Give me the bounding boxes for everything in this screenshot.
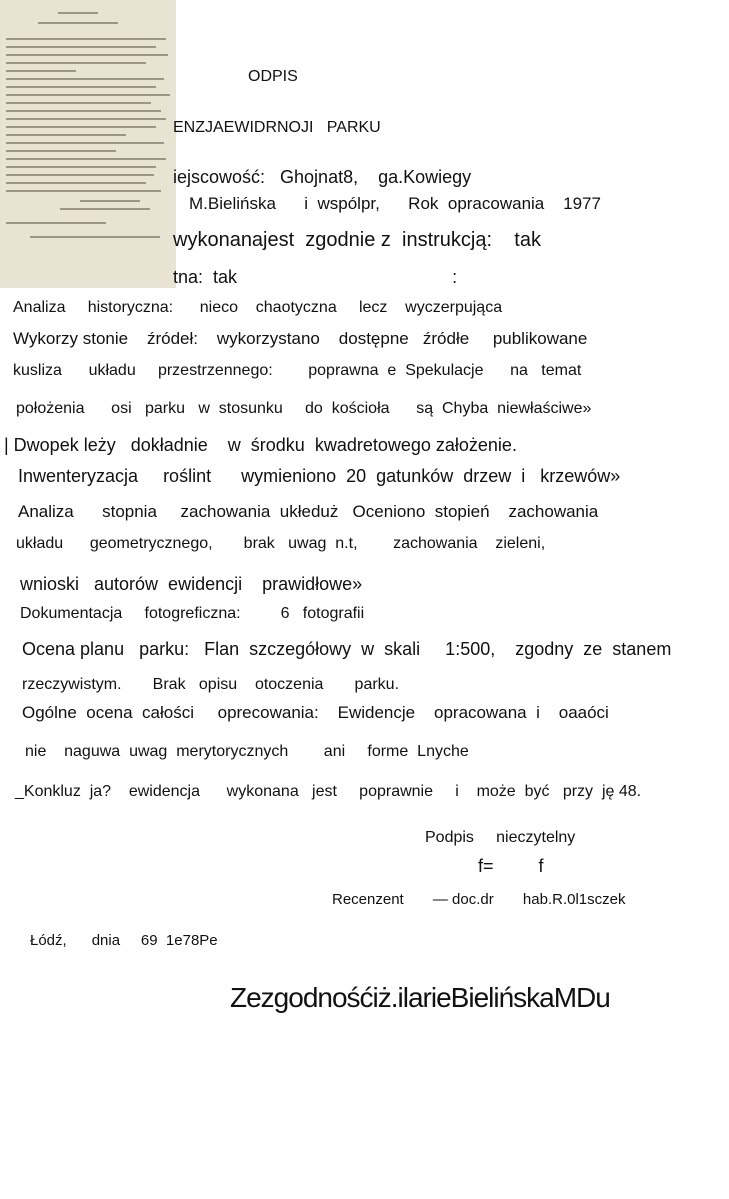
doc-line-sources: Wykorzy stonie źródeł: wykorzystano dostępne źródłe publikowane <box>13 329 588 348</box>
doc-line-title: ENZJAEWIDRNOJI PARKU <box>173 119 381 136</box>
doc-line-tak: tna: tak : <box>173 267 458 287</box>
doc-line-geometric: układu geometrycznego, brak uwag n.t, zachowania zieleni, <box>16 535 546 552</box>
doc-line-date: Łódź, dnia 69 1e78Pe <box>30 932 218 949</box>
doc-line-axis: położenia osi parku w stosunku do kościoła są Chyba niewłaściwe» <box>16 400 592 417</box>
doc-line-authors: M.Bielińska i wspólpr, Rok opracowania 1977 <box>189 194 601 213</box>
doc-line-overall: Ogólne ocena całości oprecowania: Ewidencje opracowana i oaaóci <box>22 703 609 722</box>
doc-line-compliance: wykonanajest zgodnie z instrukcją: tak <box>173 229 541 251</box>
doc-line-location: iejscowość: Ghojnat8, ga.Kowiegy <box>173 167 472 187</box>
doc-line-signature: Podpis nieczytelny <box>425 829 576 846</box>
scanned-page-thumbnail <box>0 0 176 288</box>
doc-line-remarks: nie naguwa uwag merytorycznych ani forme Lnyche <box>25 743 469 760</box>
doc-line-reviewer: Recenzent — doc.dr hab.R.0l1sczek <box>332 891 626 908</box>
doc-line-conclusions: wnioski autorów ewidencji prawidłowe» <box>20 574 363 594</box>
doc-line-preservation: Analiza stopnia zachowania ukłeduż Oceniono stopień zachowania <box>18 502 599 521</box>
doc-line-spatial: kusliza układu przestrzennego: poprawna e Spekulacje na temat <box>13 362 582 379</box>
doc-line-plan: Ocena planu parku: Flan szczegółowy w skali 1:500, zgodny ze stanem <box>22 639 672 659</box>
doc-line-signature-mark: f= f <box>478 856 544 876</box>
doc-line-historical: Analiza historyczna: nieco chaotyczna lecz wyczerpująca <box>13 299 503 316</box>
doc-line-inventory: Inwenteryzacja roślint wymieniono 20 gatunków drzew i krzewów» <box>18 466 621 486</box>
doc-line-photos: Dokumentacja fotogreficzna: 6 fotografii <box>20 605 365 622</box>
doc-heading-odpis: ODPIS <box>248 68 298 85</box>
doc-line-reality: rzeczywistym. Brak opisu otoczenia parku. <box>22 676 400 693</box>
doc-line-conclusion: _Konkluz ja? ewidencja wykonana jest poprawnie i może być przy ję 48. <box>15 783 642 800</box>
doc-line-certification: Zezgodnośćiż.ilarieBielińskaMDu <box>230 982 610 1013</box>
doc-line-dwopek: | Dwopek leży dokładnie w środku kwadretowego założenie. <box>4 435 517 455</box>
